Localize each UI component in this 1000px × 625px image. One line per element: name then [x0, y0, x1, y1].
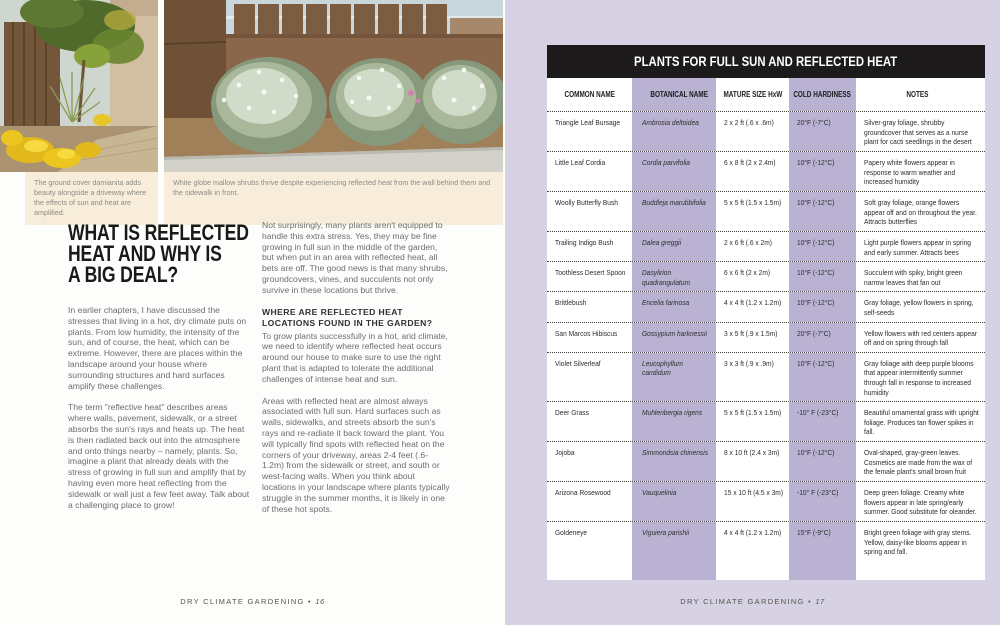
cell-common: Arizona Rosewood: [555, 488, 611, 498]
column-header: MATURE SIZE HxW: [723, 90, 782, 99]
cell-size: 4 x 4 ft (1.2 x 1.2m): [724, 298, 782, 308]
cell-botanical: Buddleja marubbifolia: [632, 192, 716, 231]
column-header: NOTES: [906, 90, 929, 99]
page-footer-left: [0, 597, 505, 606]
page-title-line: HEAT AND WHY IS: [68, 241, 222, 266]
cell-botanical: Viguiera parishii: [632, 522, 716, 580]
cell-size: 3 x 3 ft (.9 x .9m): [724, 358, 774, 368]
photo-row: [0, 0, 503, 172]
body-paragraph: In earlier chapters, I have discussed the stresses that living in a hot, dry climate puts on plants. From low humidity, the intensity of the sun, and of course, the heat, which can be extreme. However, there are places within the landscape around your house where surrounding structures and hard surfaces amplify these challenges.: [68, 305, 247, 391]
cell-notes: Deep green foliage. Creamy white flowers appear in late spring/early summer. Good substitute for oleander.: [864, 488, 977, 517]
cell-notes: Gray foliage with deep purple blooms that appear intermittently summer through fall in response to increased humidity: [864, 358, 974, 397]
column-header: COMMON NAME: [564, 90, 615, 99]
table-row: [547, 441, 985, 481]
caption-row: [0, 172, 503, 225]
cell-notes: Gray foliage, yellow flowers in spring, self-seeds: [864, 298, 974, 317]
body-paragraph: To grow plants successfully in a hot, arid climate, we need to identify where reflected heat occurs around our house to make sure to use the right plant that is adapted to tolerate the additional challenges of intense heat and sun.: [262, 330, 448, 384]
cell-common: Jojoba: [555, 448, 575, 458]
cell-common: Trailing Indigo Bush: [555, 238, 614, 247]
column-header: BOTANICAL NAME: [632, 78, 716, 111]
cell-size: 6 x 8 ft (2 x 2.4m): [724, 158, 776, 167]
cell-botanical: Vauquelinia: [632, 482, 716, 521]
cell-botanical: Muhlenbergia rigens: [632, 402, 716, 441]
cell-size: 2 x 2 ft (.6 x .6m): [724, 118, 774, 127]
cell-size: 8 x 10 ft (2.4 x 3m): [724, 448, 780, 458]
article-column-2: [262, 220, 450, 525]
cell-notes: Silver-gray foliage, shrubby groundcover that serves as a nurse plant for cacti seedlings in the desert: [864, 118, 972, 147]
table-row: [547, 322, 985, 352]
table-header-row: [547, 78, 985, 111]
cell-hardiness: 10°F (-12°C): [789, 292, 856, 321]
cell-common: Toothless Desert Spoon: [555, 268, 626, 278]
cell-hardiness: 15°F (-9°C): [789, 522, 856, 580]
page-footer-right: [505, 597, 1000, 606]
cell-common: Triangle Leaf Bursage: [555, 118, 621, 127]
cell-common: Brittlebush: [555, 298, 587, 308]
photo-damianita-driveway: [0, 0, 158, 172]
footer-book-title: DRY CLIMATE GARDENING •: [680, 597, 812, 606]
footer-page-number: 17: [815, 597, 825, 606]
wall-photo-illustration: [164, 0, 503, 172]
cell-common: San Marcos Hibiscus: [555, 328, 618, 338]
cell-hardiness: 10°F (-12°C): [789, 232, 856, 261]
cell-notes: Oval-shaped, gray-green leaves. Cosmetics are made from the wax of the female plant's small brown fruit: [864, 448, 973, 477]
cell-botanical: Dalea greggii: [632, 232, 716, 261]
footer-book-title: DRY CLIMATE GARDENING •: [180, 597, 312, 606]
cell-size: 5 x 5 ft (1.5 x 1.5m): [724, 408, 782, 418]
photo-globe-mallow-wall: [164, 0, 503, 172]
cell-notes: Bright green foliage with gray stems. Yellow, daisy-like blooms appear in spring and fall.: [864, 528, 972, 557]
table-row: [547, 191, 985, 231]
table-row: [547, 352, 985, 401]
cell-hardiness: 10°F (-12°C): [789, 262, 856, 291]
table-row: [547, 231, 985, 261]
cell-size: 4 x 4 ft (1.2 x 1.2m): [724, 528, 782, 538]
cell-hardiness: -10° F (-23°C): [789, 482, 856, 521]
cell-botanical: Simmondsia chinensis: [632, 442, 716, 481]
plants-table: [547, 45, 985, 580]
body-paragraph: Not surprisingly, many plants aren't equipped to handle this extra stress. Yes, they may be fine growing in full sun in the middle of the garden, but when put in an area with reflected heat, all bets are off. The good news is that many shrubs, groundcovers, vines, and succulents not only survive in these locations but thrive.: [262, 220, 448, 295]
page-title-line: A BIG DEAL?: [68, 262, 179, 287]
page-title: [68, 222, 252, 285]
cell-common: Little Leaf Cordia: [555, 158, 606, 167]
photo-caption-right: White globe mallow shrubs thrive despite experiencing reflected heat from the wall behind them and the sidewalk in front.: [164, 172, 503, 225]
table-row: [547, 401, 985, 441]
cell-botanical: Gossypium harknessii: [632, 323, 716, 352]
cell-botanical: Encelia farinosa: [632, 292, 716, 321]
table-title-text: PLANTS FOR FULL SUN AND REFLECTED HEAT: [634, 54, 898, 69]
body-paragraph: Areas with reflected heat are almost always associated with full sun. Hard surfaces such as walls, sidewalks, and streets absorb the sun's rays and re-radiate it back toward the plant. You will typically find spots with reflected heat on the corners of your driveway, areas 2-4 feet (.6-1.2m) from the sidewalk or street, and south or west-facing walls. When you think about locations in your landscape where plants typically struggle in the summer months, it is likely in one of these hot spots.: [262, 395, 450, 514]
right-page: [505, 0, 1000, 625]
table-row: [547, 261, 985, 291]
cell-hardiness: 10°F (-12°C): [789, 442, 856, 481]
table-row: [547, 151, 985, 191]
table-row: [547, 291, 985, 321]
cell-botanical: Cordia parvifolia: [632, 152, 716, 191]
cell-size: 5 x 5 ft (1.5 x 1.5m): [724, 198, 782, 207]
cell-common: Deer Grass: [555, 408, 589, 418]
cell-notes: Papery white flowers appear in response to warm weather and increased humidity: [864, 158, 956, 187]
table-row: [547, 111, 985, 151]
body-paragraph: The term "reflective heat" describes areas where walls, pavement, sidewalk, or a street absorbs the sun's rays and heats up. The heat is then radiated back out into the atmosphere and onto things nearby – namely, plants. So, imagine a plant that already deals with the stress of growing in full sun and amplify that by having even more heat reflecting from the sidewalk or wall just a few feet away. Talk about a challenging place to grow!: [68, 402, 250, 510]
cell-botanical: Leucophyllum candidum: [632, 353, 716, 401]
column-header: COLD HARDINESS: [789, 78, 856, 111]
table-body: [547, 111, 985, 580]
cell-common: Woolly Butterfly Bush: [555, 198, 618, 207]
table-row: [547, 481, 985, 521]
section-subheading: WHERE ARE REFLECTED HEAT LOCATIONS FOUND IN THE GARDEN?: [262, 306, 433, 328]
cell-size: 6 x 6 ft (2 x 2m): [724, 268, 771, 278]
cell-size: 2 x 6 ft (.6 x 2m): [724, 238, 772, 247]
cell-botanical: Ambrosia deltoidea: [632, 112, 716, 151]
article-columns: [68, 220, 450, 525]
cell-hardiness: 10°F (-12°C): [789, 192, 856, 231]
photo-caption-left: The ground cover damianita adds beauty alongside a driveway where the effects of sun and heat are amplified.: [25, 172, 158, 225]
table-row: [547, 521, 985, 580]
cell-notes: Succulent with spiky, bright green narrow leaves that fan out: [864, 268, 963, 287]
table-title-band: [547, 45, 985, 78]
cell-hardiness: -10° F (-23°C): [789, 402, 856, 441]
page-title-line: WHAT IS REFLECTED: [68, 220, 249, 245]
cell-hardiness: 20°F (-7°C): [789, 323, 856, 352]
cell-hardiness: 10°F (-12°C): [789, 353, 856, 401]
cell-size: 15 x 10 ft (4.5 x 3m): [724, 488, 784, 498]
cell-common: Violet Silverleaf: [555, 358, 601, 368]
cell-size: 3 x 5 ft (.9 x 1.5m): [724, 328, 778, 338]
article-column-1: [68, 220, 252, 525]
cell-common: Goldeneye: [555, 528, 588, 538]
cell-hardiness: 10°F (-12°C): [789, 152, 856, 191]
cell-notes: Yellow flowers with red centers appear off and on spring through fall: [864, 328, 978, 348]
cell-hardiness: 20°F (-7°C): [789, 112, 856, 151]
cell-notes: Soft gray foliage, orange flowers appear off and on throughout the year. Attracts butterflies: [864, 198, 977, 227]
garden-photo-illustration: [0, 0, 158, 172]
cell-notes: Beautiful ornamental grass with upright foliage. Produces tan flower spikes in fall.: [864, 408, 979, 437]
footer-page-number: 16: [315, 597, 325, 606]
cell-botanical: Dasylirion quadrangulatum: [632, 262, 716, 291]
cell-notes: Light purple flowers appear in spring and early summer. Attracts bees: [864, 238, 972, 257]
